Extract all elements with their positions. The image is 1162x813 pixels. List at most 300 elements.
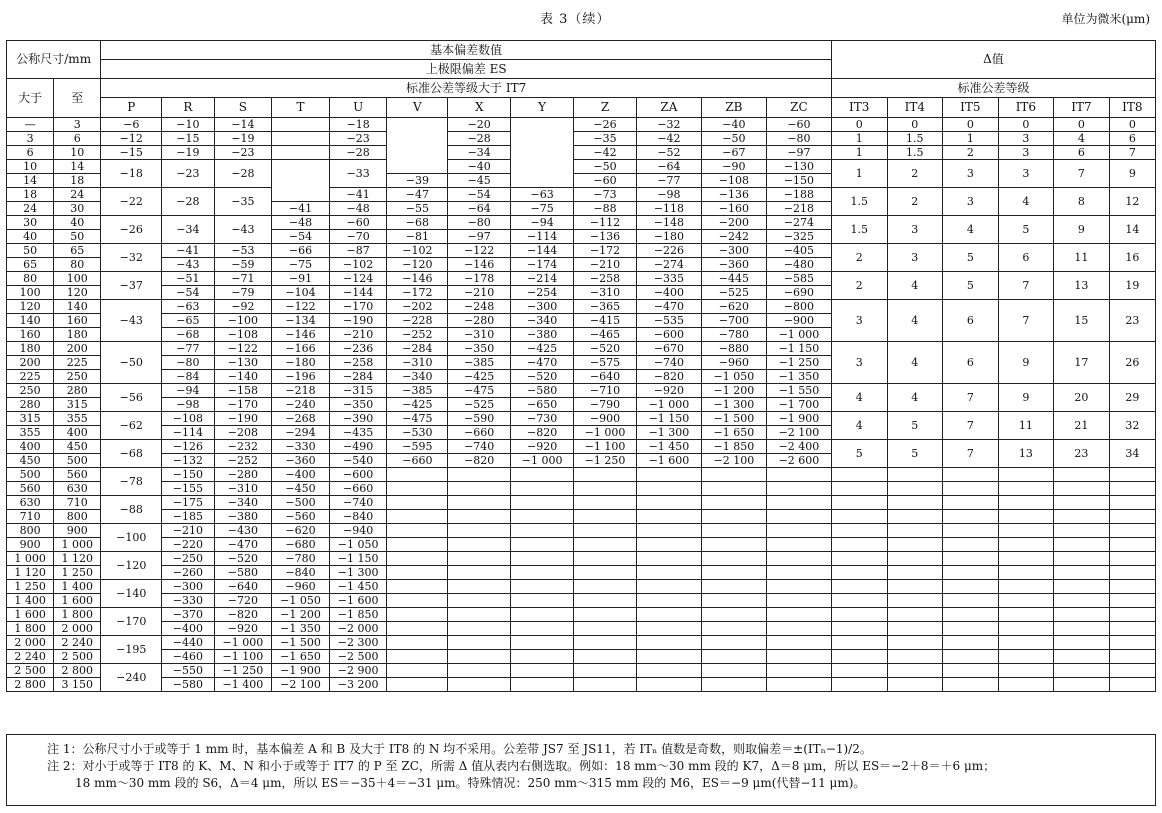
cell-zb: −1 850 (701, 440, 766, 454)
cell-za (636, 622, 701, 636)
cell-za: −226 (636, 244, 701, 258)
cell-over: 100 (7, 286, 54, 300)
delta-it3: 4 (831, 412, 887, 440)
cell-za: −1 450 (636, 440, 701, 454)
cell-v: −475 (387, 412, 448, 426)
cell-v: −228 (387, 314, 448, 328)
cell-u: −23 (329, 132, 387, 146)
cell-upto: 355 (54, 412, 101, 426)
cell-z: −210 (574, 258, 637, 272)
delta-it8: 0 (1109, 118, 1155, 132)
cell-s: −280 (214, 468, 272, 482)
cell-za: −32 (636, 118, 701, 132)
cell-t (272, 146, 330, 160)
cell-zb: −780 (701, 328, 766, 342)
cell-x: −45 (448, 174, 511, 188)
nominal-size-header: 公称尺寸/mm (7, 41, 101, 79)
delta-it3: 2 (831, 244, 887, 272)
cell-upto: 2 500 (54, 650, 101, 664)
cell-u: −350 (329, 398, 387, 412)
cell-x: −525 (448, 398, 511, 412)
cell-s: −59 (214, 258, 272, 272)
cell-za (636, 510, 701, 524)
delta-it4: 3 (887, 216, 943, 244)
cell-z (574, 636, 637, 650)
delta-empty-cell (998, 636, 1054, 650)
cell-z: −900 (574, 412, 637, 426)
col-header-it7: IT7 (1054, 98, 1110, 118)
cell-r: −400 (162, 622, 214, 636)
cell-x: −54 (448, 188, 511, 202)
cell-z: −73 (574, 188, 637, 202)
cell-s: −28 (214, 160, 272, 188)
delta-it5: 7 (943, 412, 999, 440)
delta-it4: 3 (887, 244, 943, 272)
cell-t: −91 (272, 272, 330, 286)
cell-y: −254 (511, 286, 574, 300)
cell-za: −42 (636, 132, 701, 146)
delta-it7: 9 (1054, 216, 1110, 244)
cell-over: 1 800 (7, 622, 54, 636)
delta-it8: 23 (1109, 300, 1155, 342)
cell-v (387, 118, 448, 174)
delta-it5: 7 (943, 440, 999, 468)
table-row (7, 664, 1156, 678)
cell-t: −1 500 (272, 636, 330, 650)
cell-upto: 140 (54, 300, 101, 314)
delta-empty-cell (1109, 594, 1155, 608)
cell-z: −710 (574, 384, 637, 398)
cell-over: 1 250 (7, 580, 54, 594)
cell-zc: −405 (766, 244, 831, 258)
cell-upto: 1 120 (54, 552, 101, 566)
cell-y: −63 (511, 188, 574, 202)
col-header-y: Y (511, 98, 574, 118)
delta-empty-cell (831, 510, 887, 524)
col-header-zb: ZB (701, 98, 766, 118)
cell-za: −470 (636, 300, 701, 314)
cell-zb: −620 (701, 300, 766, 314)
cell-over: 250 (7, 384, 54, 398)
delta-it6: 7 (998, 272, 1054, 300)
cell-x (448, 468, 511, 482)
cell-s: −310 (214, 482, 272, 496)
delta-it3: 1 (831, 146, 887, 160)
cell-zb: −136 (701, 188, 766, 202)
cell-z: −310 (574, 286, 637, 300)
cell-s: −820 (214, 608, 272, 622)
cell-s: −720 (214, 594, 272, 608)
delta-it7: 20 (1054, 384, 1110, 412)
cell-t: −41 (272, 202, 330, 216)
delta-empty-cell (998, 594, 1054, 608)
cell-za: −274 (636, 258, 701, 272)
cell-t: −560 (272, 510, 330, 524)
upto-header: 至 (54, 79, 101, 118)
cell-u: −940 (329, 524, 387, 538)
cell-r: −77 (162, 342, 214, 356)
delta-empty-cell (998, 468, 1054, 482)
cell-z (574, 678, 637, 692)
cell-zb (701, 608, 766, 622)
cell-upto: 40 (54, 216, 101, 230)
delta-empty-cell (831, 664, 887, 678)
cell-u: −2 000 (329, 622, 387, 636)
cell-upto: 400 (54, 426, 101, 440)
delta-empty-cell (1054, 566, 1110, 580)
cell-zb (701, 636, 766, 650)
cell-t: −66 (272, 244, 330, 258)
cell-v: −68 (387, 216, 448, 230)
delta-empty-cell (887, 538, 943, 552)
cell-upto: 100 (54, 272, 101, 286)
cell-zb: −90 (701, 160, 766, 174)
cell-z (574, 594, 637, 608)
cell-x (448, 496, 511, 510)
delta-it7: 21 (1054, 412, 1110, 440)
cell-u: −1 300 (329, 566, 387, 580)
delta-empty-cell (1109, 524, 1155, 538)
delta-empty-cell (1109, 678, 1155, 692)
delta-it3: 1.5 (831, 188, 887, 216)
cell-y: −144 (511, 244, 574, 258)
cell-p: −6 (101, 118, 162, 132)
cell-upto: 24 (54, 188, 101, 202)
cell-za (636, 538, 701, 552)
notes-box (6, 734, 1156, 806)
cell-over: 900 (7, 538, 54, 552)
unit-label: 单位为微米(μm) (1061, 12, 1150, 26)
delta-header: Δ值 (831, 41, 1155, 79)
cell-p: −12 (101, 132, 162, 146)
cell-x: −425 (448, 370, 511, 384)
cell-x: −97 (448, 230, 511, 244)
cell-over: 315 (7, 412, 54, 426)
cell-upto: 120 (54, 286, 101, 300)
cell-t: −330 (272, 440, 330, 454)
cell-x (448, 594, 511, 608)
table-row (7, 118, 1156, 132)
cell-v: −102 (387, 244, 448, 258)
delta-empty-cell (998, 482, 1054, 496)
delta-it5: 4 (943, 216, 999, 244)
cell-over: 65 (7, 258, 54, 272)
col-header-za: ZA (636, 98, 701, 118)
cell-zb (701, 538, 766, 552)
cell-zc: −2 100 (766, 426, 831, 440)
cell-z: −172 (574, 244, 637, 258)
es-header: 上极限偏差 ES (101, 60, 832, 79)
cell-x (448, 650, 511, 664)
cell-r: −220 (162, 538, 214, 552)
cell-upto: 280 (54, 384, 101, 398)
cell-upto: 200 (54, 342, 101, 356)
delta-empty-cell (998, 664, 1054, 678)
delta-it4: 1.5 (887, 146, 943, 160)
note-2: 注 2：对小于或等于 IT8 的 K、M、N 和小于或等于 IT7 的 P 至 ZC，所需 Δ 值从表内右侧选取。例如：18 mm～30 mm 段的 K7，Δ＝8 μm，所以 ES＝−2＋8＝＋6 μm； (47, 759, 996, 773)
cell-z: −26 (574, 118, 637, 132)
cell-z: −1 000 (574, 426, 637, 440)
delta-empty-cell (831, 678, 887, 692)
delta-it6: 3 (998, 160, 1054, 188)
cell-over: 1 120 (7, 566, 54, 580)
cell-zb: −160 (701, 202, 766, 216)
cell-za: −52 (636, 146, 701, 160)
cell-x: −475 (448, 384, 511, 398)
cell-s: −470 (214, 538, 272, 552)
cell-u: −87 (329, 244, 387, 258)
cell-y (511, 678, 574, 692)
cell-y: −340 (511, 314, 574, 328)
cell-over: — (7, 118, 54, 132)
table-row (7, 132, 1156, 146)
delta-empty-cell (1054, 496, 1110, 510)
table-row (7, 622, 1156, 636)
cell-r: −28 (162, 188, 214, 216)
cell-r: −34 (162, 216, 214, 244)
delta-it6: 9 (998, 342, 1054, 384)
delta-empty-cell (998, 524, 1054, 538)
cell-v: −284 (387, 342, 448, 356)
delta-empty-cell (943, 678, 999, 692)
cell-y (511, 482, 574, 496)
cell-s: −580 (214, 566, 272, 580)
cell-over: 280 (7, 398, 54, 412)
cell-u: −236 (329, 342, 387, 356)
delta-empty-cell (887, 664, 943, 678)
cell-zc: −150 (766, 174, 831, 188)
cell-u: −28 (329, 146, 387, 160)
cell-v: −146 (387, 272, 448, 286)
delta-it5: 3 (943, 188, 999, 216)
cell-v (387, 608, 448, 622)
cell-y: −580 (511, 384, 574, 398)
table-row (7, 678, 1156, 692)
cell-v (387, 468, 448, 482)
cell-upto: 6 (54, 132, 101, 146)
cell-z: −136 (574, 230, 637, 244)
cell-u: −144 (329, 286, 387, 300)
delta-empty-cell (1109, 664, 1155, 678)
delta-empty-cell (998, 622, 1054, 636)
cell-y (511, 538, 574, 552)
cell-u: −1 050 (329, 538, 387, 552)
cell-z (574, 650, 637, 664)
cell-zb (701, 650, 766, 664)
delta-it5: 6 (943, 342, 999, 384)
delta-it6: 6 (998, 244, 1054, 272)
cell-upto: 2 000 (54, 622, 101, 636)
cell-r: −580 (162, 678, 214, 692)
cell-t: −680 (272, 538, 330, 552)
cell-t: −1 350 (272, 622, 330, 636)
cell-zb (701, 594, 766, 608)
delta-empty-cell (943, 552, 999, 566)
cell-t: −1 900 (272, 664, 330, 678)
cell-v (387, 580, 448, 594)
delta-empty-cell (943, 524, 999, 538)
cell-za (636, 468, 701, 482)
delta-empty-cell (887, 636, 943, 650)
cell-s: −340 (214, 496, 272, 510)
delta-it8: 6 (1109, 132, 1155, 146)
delta-empty-cell (887, 622, 943, 636)
cell-z: −1 250 (574, 454, 637, 468)
cell-u: −70 (329, 230, 387, 244)
cell-over: 120 (7, 300, 54, 314)
table-row (7, 552, 1156, 566)
delta-it6: 0 (998, 118, 1054, 132)
cell-z: −790 (574, 398, 637, 412)
cell-upto: 900 (54, 524, 101, 538)
cell-z (574, 552, 637, 566)
delta-empty-cell (998, 580, 1054, 594)
cell-x (448, 524, 511, 538)
cell-r: −440 (162, 636, 214, 650)
cell-t: −1 050 (272, 594, 330, 608)
cell-upto: 18 (54, 174, 101, 188)
cell-r: −210 (162, 524, 214, 538)
cell-upto: 1 600 (54, 594, 101, 608)
delta-it7: 15 (1054, 300, 1110, 342)
delta-empty-cell (943, 594, 999, 608)
cell-zc: −218 (766, 202, 831, 216)
cell-p: −62 (101, 412, 162, 440)
cell-zc (766, 594, 831, 608)
cell-zb (701, 678, 766, 692)
cell-zc (766, 524, 831, 538)
cell-u: −60 (329, 216, 387, 230)
cell-r: −126 (162, 440, 214, 454)
cell-y: −174 (511, 258, 574, 272)
cell-z (574, 608, 637, 622)
cell-za: −98 (636, 188, 701, 202)
cell-z: −575 (574, 356, 637, 370)
cell-u: −840 (329, 510, 387, 524)
cell-v (387, 594, 448, 608)
cell-x: −64 (448, 202, 511, 216)
cell-x (448, 566, 511, 580)
delta-empty-cell (831, 524, 887, 538)
cell-x (448, 538, 511, 552)
cell-zc (766, 580, 831, 594)
cell-y (511, 524, 574, 538)
cell-over: 2 000 (7, 636, 54, 650)
cell-zc (766, 482, 831, 496)
delta-empty-cell (1054, 664, 1110, 678)
cell-x: −280 (448, 314, 511, 328)
cell-t: −1 200 (272, 608, 330, 622)
cell-zc (766, 622, 831, 636)
cell-v (387, 482, 448, 496)
cell-u: −170 (329, 300, 387, 314)
delta-it3: 1.5 (831, 216, 887, 244)
cell-p: −140 (101, 580, 162, 608)
cell-zc: −325 (766, 230, 831, 244)
delta-it8: 7 (1109, 146, 1155, 160)
delta-empty-cell (831, 482, 887, 496)
cell-t (272, 118, 330, 132)
col-header-it5: IT5 (943, 98, 999, 118)
cell-s: −158 (214, 384, 272, 398)
cell-u: −1 150 (329, 552, 387, 566)
delta-it6: 3 (998, 146, 1054, 160)
cell-upto: 160 (54, 314, 101, 328)
cell-r: −175 (162, 496, 214, 510)
table-row (7, 146, 1156, 160)
delta-it3: 0 (831, 118, 887, 132)
cell-x (448, 622, 511, 636)
cell-zc (766, 496, 831, 510)
delta-it8: 29 (1109, 384, 1155, 412)
cell-za (636, 678, 701, 692)
cell-over: 560 (7, 482, 54, 496)
cell-s: −430 (214, 524, 272, 538)
cell-zc (766, 510, 831, 524)
delta-it6: 5 (998, 216, 1054, 244)
delta-empty-cell (943, 622, 999, 636)
cell-upto: 630 (54, 482, 101, 496)
delta-empty-cell (887, 608, 943, 622)
cell-p: −68 (101, 440, 162, 468)
cell-za (636, 664, 701, 678)
cell-t: −360 (272, 454, 330, 468)
cell-p: −43 (101, 300, 162, 342)
delta-empty-cell (998, 510, 1054, 524)
cell-s: −35 (214, 188, 272, 216)
delta-it5: 5 (943, 272, 999, 300)
delta-empty-cell (943, 566, 999, 580)
table-row (7, 272, 1156, 286)
cell-upto: 14 (54, 160, 101, 174)
cell-u: −1 600 (329, 594, 387, 608)
cell-za: −535 (636, 314, 701, 328)
cell-y: −520 (511, 370, 574, 384)
cell-over: 1 400 (7, 594, 54, 608)
cell-p: −26 (101, 216, 162, 244)
cell-upto: 30 (54, 202, 101, 216)
cell-p: −50 (101, 342, 162, 384)
delta-empty-cell (943, 538, 999, 552)
cell-u: −33 (329, 160, 387, 188)
delta-it7: 8 (1054, 188, 1110, 216)
delta-it8: 16 (1109, 244, 1155, 272)
delta-empty-cell (1054, 524, 1110, 538)
delta-empty-cell (1109, 636, 1155, 650)
delta-empty-cell (887, 482, 943, 496)
cell-t: −166 (272, 342, 330, 356)
cell-upto: 1 400 (54, 580, 101, 594)
cell-zc: −130 (766, 160, 831, 174)
cell-zc: −274 (766, 216, 831, 230)
cell-v (387, 538, 448, 552)
delta-empty-cell (943, 496, 999, 510)
delta-it3: 4 (831, 384, 887, 412)
cell-za (636, 566, 701, 580)
cell-zb: −1 500 (701, 412, 766, 426)
cell-z: −520 (574, 342, 637, 356)
delta-empty-cell (1054, 636, 1110, 650)
cell-za (636, 524, 701, 538)
cell-za (636, 496, 701, 510)
cell-r: −250 (162, 552, 214, 566)
col-header-it8: IT8 (1109, 98, 1155, 118)
cell-p: −100 (101, 524, 162, 552)
delta-empty-cell (1109, 496, 1155, 510)
delta-empty-cell (1054, 482, 1110, 496)
cell-x: −350 (448, 342, 511, 356)
cell-z (574, 622, 637, 636)
